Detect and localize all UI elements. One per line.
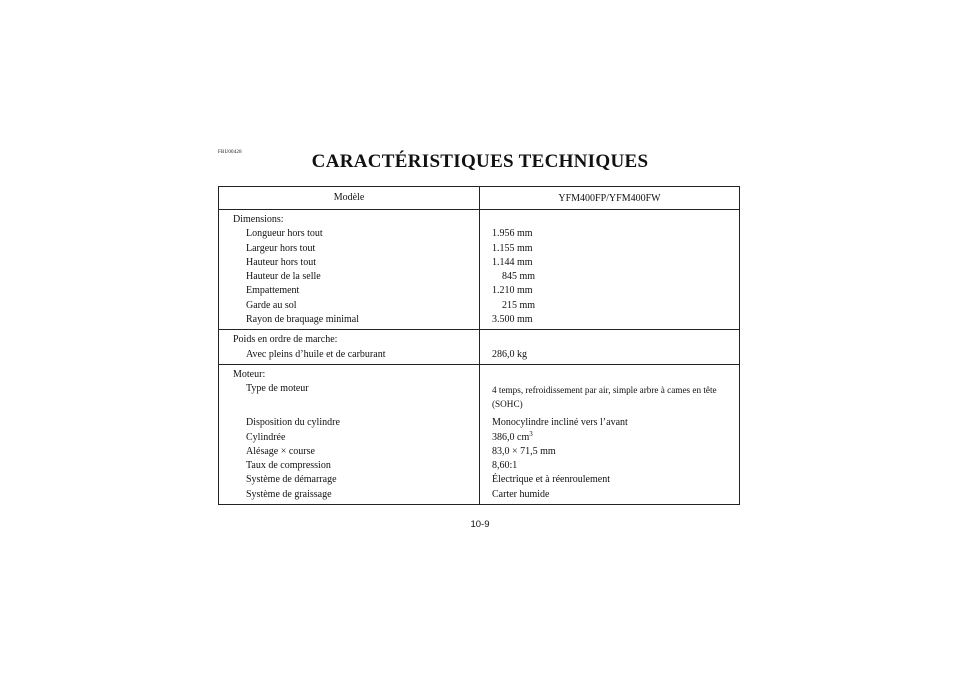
document-code: FBU00428 (218, 150, 242, 155)
row-value: 8,60:1 (492, 460, 518, 472)
row-value: 1.956 mm (492, 228, 533, 240)
row-label: Système de démarrage (246, 474, 337, 486)
row-value: 3.500 mm (492, 314, 533, 326)
row-label: Rayon de braquage minimal (246, 314, 360, 326)
row-label: Alésage × course (246, 445, 315, 457)
section-heading: Dimensions: (233, 214, 284, 225)
row-value: 286,0 kg (492, 348, 527, 360)
row-value: 215 mm (502, 299, 536, 311)
engine-type-line-1: 4 temps, refroidissement par air, simple arbre à cames en tête (492, 385, 717, 396)
row-value: 845 mm (502, 271, 536, 283)
row-value: Monocylindre incliné vers l’avant (492, 417, 628, 429)
row-label: Garde au sol (246, 299, 297, 311)
row-label: Cylindrée (246, 431, 286, 443)
table-header (219, 187, 739, 210)
section-heading: Moteur: (233, 368, 266, 380)
row-label: Hauteur hors tout (246, 256, 316, 268)
header-model-label: Modèle (219, 187, 480, 209)
section-dimensions (219, 210, 739, 330)
row-label: Empattement (246, 285, 300, 297)
section-engine (219, 365, 739, 504)
page-number: 10-9 (470, 519, 490, 530)
row-value: Électrique et à réenroulement (492, 474, 610, 486)
row-label: Avec pleins d’huile et de carburant (246, 348, 386, 360)
spec-table (218, 186, 740, 505)
row-label: Système de graissage (246, 488, 332, 500)
section-heading: Poids en ordre de marche: (233, 334, 338, 346)
row-label: Longueur hors tout (246, 228, 323, 240)
row-value: 83,0 × 71,5 mm (492, 445, 556, 457)
unit-superscript: 3 (529, 429, 533, 438)
engine-type-line-2: (SOHC) (492, 399, 523, 410)
row-label: Disposition du cylindre (246, 417, 340, 429)
section-weight (219, 330, 739, 365)
row-value: Carter humide (492, 488, 550, 500)
row-value: 1.144 mm (492, 256, 533, 268)
row-label: Taux de compression (246, 460, 331, 472)
page-title: CARACTÉRISTIQUES TECHNIQUES (311, 151, 649, 172)
row-label: Largeur hors tout (246, 242, 316, 254)
row-value: 1.155 mm (492, 242, 533, 254)
row-value: 1.210 mm (492, 285, 533, 297)
row-label: Hauteur de la selle (246, 271, 321, 283)
row-value: 386,0 cm (492, 431, 530, 443)
row-label: Type de moteur (246, 383, 309, 395)
header-model-value: YFM400FP/YFM400FW (558, 192, 661, 204)
